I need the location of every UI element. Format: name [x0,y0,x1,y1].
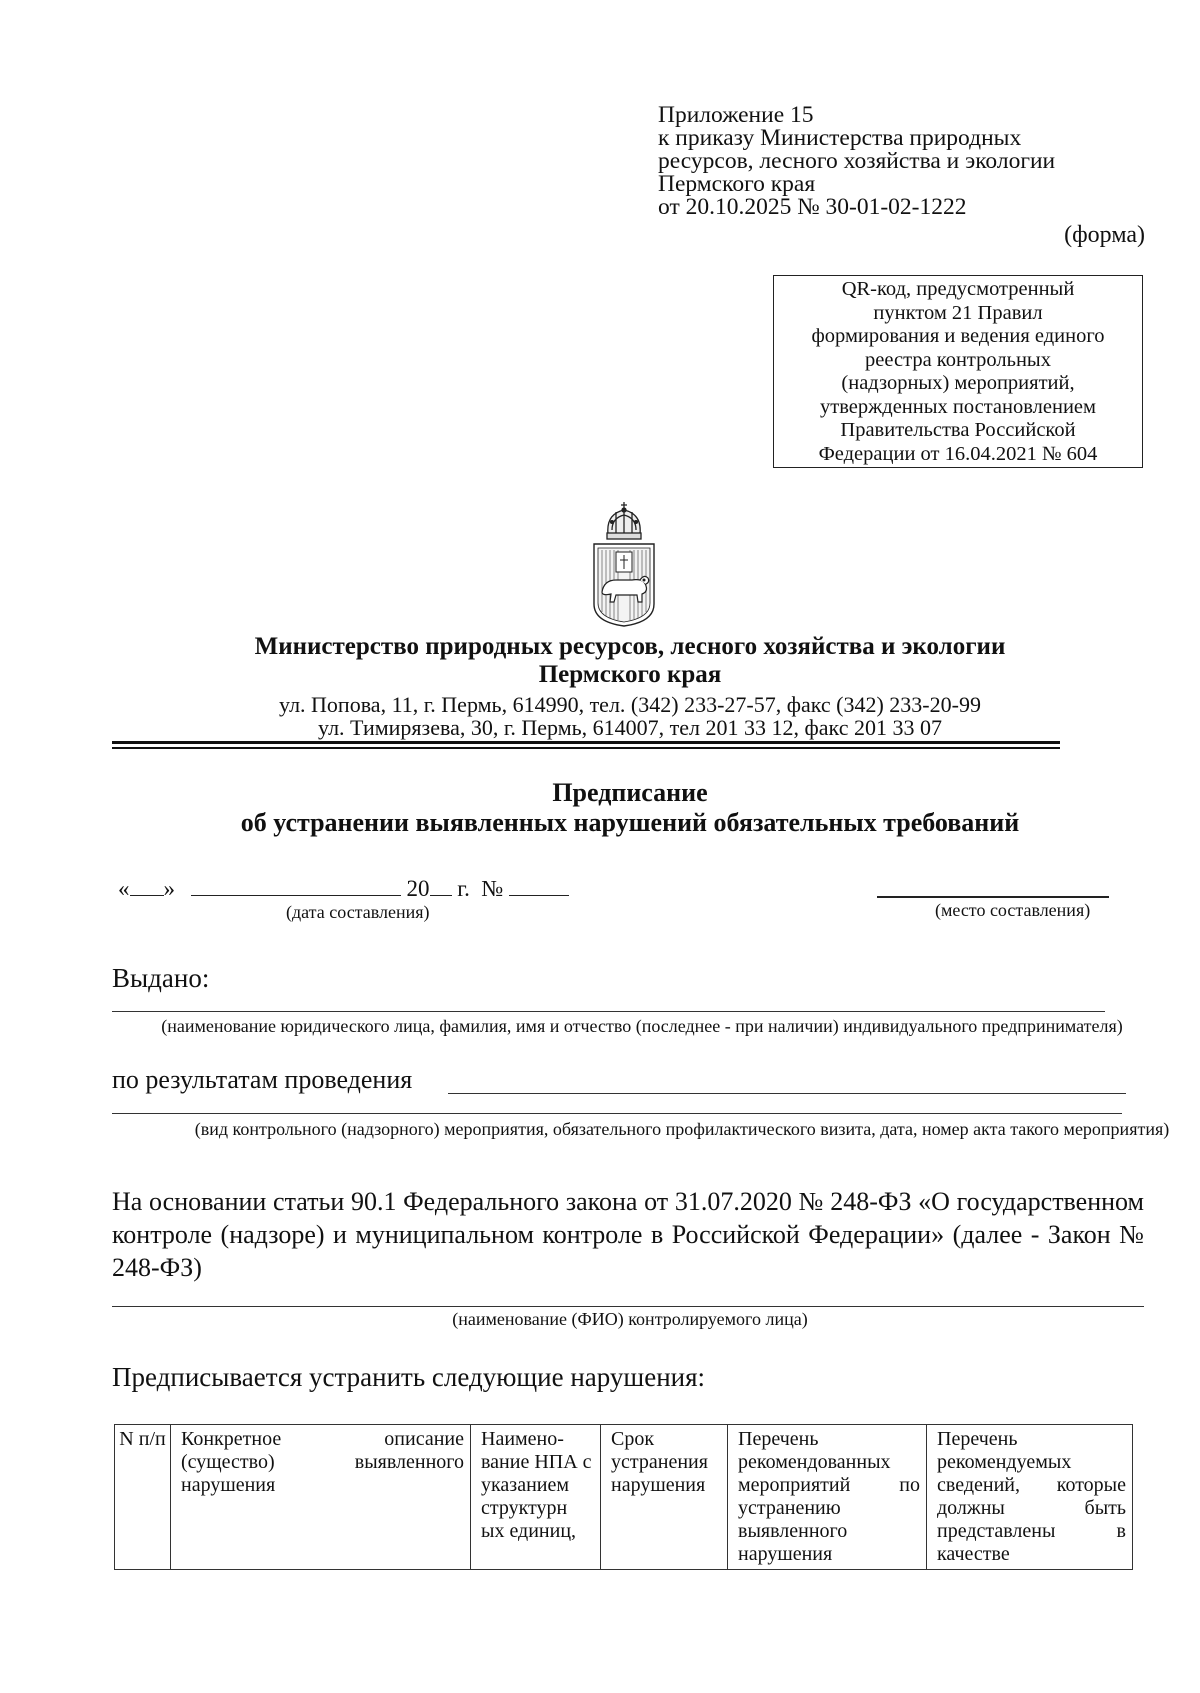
form-mark: (форма) [1064,222,1145,248]
ministry-name-line: Пермского края [538,661,722,688]
ministry-name [0,633,1200,689]
date-number-line [118,876,569,902]
address-line: ул. Попова, 11, г. Пермь, 614990, тел. (342) 233-27-57, факс (342) 233-20-99 [279,692,981,717]
date-caption: (дата составления) [286,902,430,922]
appendix-line: Пермского края [658,171,816,197]
header-description: Конкретное описание (существо) выявленного нарушения [171,1425,471,1570]
header-deadline: Срок устранения нарушения [601,1425,728,1570]
controlled-person-field[interactable] [112,1306,1144,1307]
header-info: Перечень рекомендуемых сведений, которые должны быть представлены в качестве [927,1425,1133,1570]
basis-paragraph: На основании статьи 90.1 Федерального закона от 31.07.2020 № 248-ФЗ «О государственном контроле (надзоре) и муниципальном контроле в Российской Федерации» (далее - Закон № 248-ФЗ) [112,1187,1144,1282]
address-line: ул. Тимирязева, 30, г. Пермь, 614007, тел 201 33 12, факс 201 33 07 [318,715,942,740]
results-field-2[interactable] [112,1113,1122,1114]
header-number: N п/п [115,1425,171,1570]
qr-box-line: пунктом 21 Правил [873,301,1043,324]
number-field[interactable] [509,877,569,896]
prescribed-label: Предписывается устранить следующие нарушения: [112,1362,706,1392]
year-prefix: 20 [406,876,430,901]
document-title [0,778,1200,838]
header-measures: Перечень рекомендованных мероприятий по устранению выявленного нарушения [728,1425,927,1570]
header-rule-thin [112,747,1060,749]
qr-box-line: Правительства Российской [840,419,1076,441]
issued-field[interactable] [112,1011,1105,1012]
open-quote: « [118,876,130,901]
day-field[interactable] [130,877,164,896]
qr-box-line: Федерации от 16.04.2021 № 604 [818,442,1098,465]
title-line: об устранении выявленных нарушений обязательных требований [240,808,1020,837]
qr-box-line: реестра контрольных [865,348,1051,371]
coat-of-arms-emblem [586,500,662,628]
issued-caption: (наименование юридического лица, фамилия, имя и отчество (последнее - при наличии) индивидуального предпринимателя) [161,1016,1123,1036]
issued-label: Выдано: [112,963,210,993]
qr-box-line: (надзорных) мероприятий, [841,372,1075,394]
close-quote: » [163,876,175,901]
results-label: по результатам проведения [112,1065,413,1094]
year-field[interactable] [430,877,452,896]
results-caption: (вид контрольного (надзорного) мероприятия, обязательного профилактического визита, дата, номер акта такого мероприятия) [194,1119,1170,1139]
ministry-name-line: Министерство природных ресурсов, лесного хозяйства и экологии [254,633,1006,660]
place-field[interactable] [877,896,1109,898]
title-line: Предписание [552,778,708,807]
table-header-row [115,1425,1133,1570]
header-rule-thick [112,741,1060,744]
number-sign: № [481,876,504,901]
controlled-person-caption: (наименование (ФИО) контролируемого лица) [452,1309,808,1329]
appendix-line: к приказу Министерства природных [658,125,1022,151]
results-field[interactable] [448,1093,1126,1094]
appendix-line: ресурсов, лесного хозяйства и экологии [658,148,1056,174]
qr-box-line: формирования и ведения единого [811,325,1105,347]
year-suffix: г. [457,876,470,901]
qr-box-line: утвержденных постановлением [819,395,1096,418]
appendix-line: Приложение 15 [658,102,814,128]
appendix-header [658,104,1188,219]
qr-box-line: QR-код, предусмотренный [841,278,1075,300]
month-field[interactable] [191,877,401,896]
qr-code-placeholder [773,275,1143,468]
violations-table [114,1424,1133,1570]
header-npa: Наимено-вание НПА с указанием структурн ых единиц, [471,1425,601,1570]
appendix-line: от 20.10.2025 № 30-01-02-1222 [658,194,967,220]
place-caption: (место составления) [935,900,1091,920]
ministry-address [0,693,1200,739]
